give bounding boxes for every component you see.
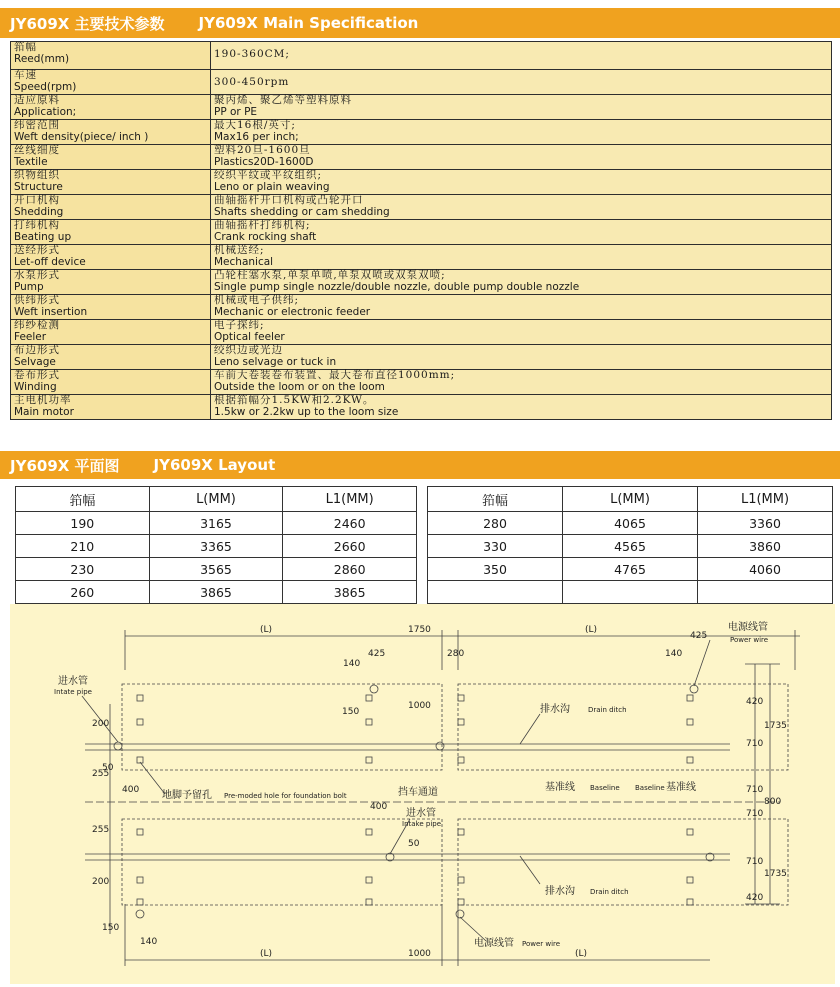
spec-table: [10, 41, 832, 420]
layout-cell: 4765: [563, 558, 698, 581]
spec-label-cell: [11, 145, 211, 170]
spec-label-cell: [11, 395, 211, 420]
layout-table-left: [15, 486, 417, 604]
dim-150-bottom: 150: [102, 923, 120, 933]
spec-header-zh: JY609X 主要技术参数: [10, 14, 165, 33]
spec-row: [11, 120, 832, 145]
spec-value-cell: [211, 42, 832, 70]
spec-label-en: Selvage: [14, 356, 56, 368]
layout-row: [16, 535, 417, 558]
spec-label-zh: 纬密范围: [14, 119, 60, 131]
spec-label-en: Feeler: [14, 331, 47, 343]
dim-420-bottom: 420: [746, 893, 764, 903]
layout-row: [428, 512, 833, 535]
dim-400-left: 400: [122, 785, 140, 795]
dim-50-left: 50: [102, 763, 114, 773]
dim-255-bottom: 255: [92, 825, 110, 835]
layout-header-band: [0, 451, 840, 479]
layout-cell: 2660: [283, 535, 417, 558]
dim-425-left: 425: [368, 649, 386, 659]
spec-row: [11, 145, 832, 170]
spec-value-en: Leno or plain weaving: [214, 181, 330, 193]
foundation-hole-label-zh: 地脚予留孔: [162, 790, 212, 801]
layout-row: [16, 512, 417, 535]
spec-label-zh: 车速: [14, 69, 37, 81]
drain-ditch-label-top-en: Drain ditch: [588, 706, 627, 714]
spec-value-cell: [211, 270, 832, 295]
layout-header-cell: L1(MM): [698, 487, 833, 512]
spec-label-en: Structure: [14, 181, 63, 193]
layout-cell: 230: [16, 558, 150, 581]
layout-cell: 280: [428, 512, 563, 535]
layout-cell: [563, 581, 698, 604]
layout-header-zh: JY609X 平面图: [10, 456, 120, 475]
spec-label-en: Application;: [14, 106, 77, 118]
layout-cell: 3360: [698, 512, 833, 535]
spec-label-en: Weft density(piece/ inch ): [14, 131, 149, 143]
spec-value-en: Mechanic or electronic feeder: [214, 306, 371, 318]
dim-710-mid2: 710: [746, 809, 764, 819]
layout-header-cell: 筘幅: [16, 487, 150, 512]
dim-200-bottom: 200: [92, 877, 110, 887]
dim-710-top: 710: [746, 739, 764, 749]
spec-value-zh: 根据筘幅分1.5KW和2.2KW。: [214, 394, 375, 406]
spec-header-band: [0, 8, 840, 38]
spec-row: [11, 320, 832, 345]
dim-l-top-left: (L): [260, 625, 273, 635]
spec-label-en: Textile: [14, 156, 48, 168]
spec-value-zh: 机械或电子供纬;: [214, 294, 300, 306]
spec-label-cell: [11, 170, 211, 195]
spec-value-en: Shafts shedding or cam shedding: [214, 206, 390, 218]
dim-800: 800: [764, 797, 782, 807]
layout-cell: 2460: [283, 512, 417, 535]
spec-label-cell: [11, 195, 211, 220]
layout-cell: 3865: [149, 581, 283, 604]
layout-row: [428, 558, 833, 581]
spec-value-cell: [211, 70, 832, 95]
power-wire-label-bottom-zh: 电源线管: [474, 938, 514, 949]
spec-row: [11, 195, 832, 220]
spec-row: [11, 170, 832, 195]
spec-label-cell: [11, 70, 211, 95]
dim-1735-bottom: 1735: [764, 869, 787, 879]
spec-label-en: Pump: [14, 281, 44, 293]
dim-1000-top: 1000: [408, 701, 431, 711]
spec-label-en: Let-off device: [14, 256, 86, 268]
spec-label-en: Speed(rpm): [14, 81, 77, 93]
spec-label-zh: 供纬形式: [14, 294, 60, 306]
dim-420-top: 420: [746, 697, 764, 707]
spec-value-zh: 曲轴摇杆打纬机构;: [214, 219, 311, 231]
dim-150-top: 150: [342, 707, 360, 717]
spec-label-zh: 丝线细度: [14, 144, 60, 156]
spec-value-cell: [211, 195, 832, 220]
layout-cell: 3365: [149, 535, 283, 558]
power-wire-label-bottom-en: Power wire: [522, 940, 561, 948]
floor-plan-svg: [10, 604, 835, 984]
spec-value-en: Single pump single nozzle/double nozzle, double pump double nozzle: [214, 281, 580, 293]
spec-row: [11, 345, 832, 370]
spec-value-zh: 车前大卷装卷布装置、最大卷布直径1000mm;: [214, 369, 456, 381]
spec-header-en: JY609X Main Specification: [198, 14, 419, 32]
foundation-hole-label-en: Pre-moded hole for foundation bolt: [224, 792, 347, 800]
power-wire-label-top-en: Power wire: [730, 636, 769, 644]
spec-value-zh: 电子探纬;: [214, 319, 265, 331]
spec-value-cell: [211, 370, 832, 395]
spec-value-zh: 凸轮柱塞水泵,单泵单喷,单泵双喷或双泵双喷;: [214, 269, 446, 281]
spec-value-zh: 190-360CM;: [214, 48, 290, 60]
dim-280: 280: [447, 649, 465, 659]
layout-cell: 3565: [149, 558, 283, 581]
spec-value-en: Plastics20D-1600D: [214, 156, 314, 168]
dim-710-mid1: 710: [746, 785, 764, 795]
dim-200-top: 200: [92, 719, 110, 729]
layout-row: [428, 581, 833, 604]
layout-cell: 260: [16, 581, 150, 604]
spec-value-zh: 机械送经;: [214, 244, 265, 256]
spec-value-en: Optical feeler: [214, 331, 285, 343]
spec-row: [11, 95, 832, 120]
spec-value-cell: [211, 95, 832, 120]
spec-label-zh: 水泵形式: [14, 269, 60, 281]
layout-cell: 210: [16, 535, 150, 558]
spec-value-zh: 300-450rpm: [214, 76, 290, 88]
spec-label-zh: 纬纱检测: [14, 319, 60, 331]
spec-value-cell: [211, 345, 832, 370]
spec-label-cell: [11, 120, 211, 145]
spec-value-en: Max16 per inch;: [214, 131, 299, 143]
spec-row: [11, 70, 832, 95]
layout-cell: 3165: [149, 512, 283, 535]
layout-header-cell: L1(MM): [283, 487, 417, 512]
baseline-label-right-en: Baseline: [635, 784, 665, 792]
spec-value-zh: 曲轴摇杆开口机构或凸轮开口: [214, 194, 364, 206]
spec-label-en: Beating up: [14, 231, 72, 243]
drain-ditch-label-bottom-en: Drain ditch: [590, 888, 629, 896]
layout-cell: 4565: [563, 535, 698, 558]
dim-1000-bottom: 1000: [408, 949, 431, 959]
layout-cell: 4065: [563, 512, 698, 535]
spec-label-cell: [11, 345, 211, 370]
dim-140-top: 140: [343, 659, 361, 669]
dim-l-bottom-left: (L): [260, 949, 273, 959]
layout-cell: [698, 581, 833, 604]
spec-row: [11, 42, 832, 70]
spec-value-zh: 聚丙烯、聚乙烯等塑料原料: [214, 94, 352, 106]
power-wire-label-top-zh: 电源线管: [728, 622, 768, 633]
spec-value-en: Crank rocking shaft: [214, 231, 317, 243]
spec-row: [11, 245, 832, 270]
spec-label-cell: [11, 245, 211, 270]
baseline-label-right-zh: 基准线: [666, 782, 696, 793]
spec-value-cell: [211, 145, 832, 170]
dim-140-bottom: 140: [140, 937, 158, 947]
layout-cell: 190: [16, 512, 150, 535]
spec-value-cell: [211, 170, 832, 195]
layout-cell: 4060: [698, 558, 833, 581]
layout-header-row: [428, 487, 833, 512]
spec-value-zh: 绞织平纹或平纹组织;: [214, 169, 323, 181]
baseline-label-left-zh: 基准线: [545, 782, 575, 793]
spec-label-cell: [11, 42, 211, 70]
spec-row: [11, 295, 832, 320]
spec-row: [11, 220, 832, 245]
spec-label-cell: [11, 270, 211, 295]
spec-value-cell: [211, 220, 832, 245]
spec-value-cell: [211, 320, 832, 345]
dim-255-top: 255: [92, 769, 110, 779]
baseline-label-left-en: Baseline: [590, 784, 620, 792]
dim-1750: 1750: [408, 625, 431, 635]
spec-value-zh: 绞织边或光边: [214, 344, 283, 356]
spec-label-cell: [11, 220, 211, 245]
layout-table-right: [427, 486, 833, 604]
spec-value-cell: [211, 245, 832, 270]
spec-label-zh: 卷布形式: [14, 369, 60, 381]
layout-header-cell: L(MM): [149, 487, 283, 512]
dim-1735-top: 1735: [764, 721, 787, 731]
dim-710-bottom: 710: [746, 857, 764, 867]
spec-value-en: Outside the loom or on the loom: [214, 381, 385, 393]
spec-value-en: 1.5kw or 2.2kw up to the loom size: [214, 406, 399, 418]
passage-label: 挡车通道: [398, 787, 438, 798]
dim-50-mid: 50: [408, 839, 420, 849]
spec-label-zh: 送经形式: [14, 244, 60, 256]
inlet-pipe-label-zh: 进水管: [58, 676, 88, 687]
layout-row: [428, 535, 833, 558]
drain-ditch-label-bottom-zh: 排水沟: [545, 886, 575, 897]
dim-425-right: 425: [690, 631, 708, 641]
spec-label-zh: 主电机功率: [14, 394, 72, 406]
layout-cell: 350: [428, 558, 563, 581]
layout-header-cell: L(MM): [563, 487, 698, 512]
dim-400-mid: 400: [370, 802, 388, 812]
spec-value-zh: 塑料20旦-1600旦: [214, 144, 311, 156]
spec-label-zh: 适应原料: [14, 94, 60, 106]
spec-value-cell: [211, 395, 832, 420]
dim-l-top-right: (L): [585, 625, 598, 635]
layout-header-en: JY609X Layout: [153, 456, 276, 474]
spec-label-en: Weft insertion: [14, 306, 88, 318]
spec-label-en: Shedding: [14, 206, 64, 218]
spec-label-zh: 布边形式: [14, 344, 60, 356]
spec-label-en: Main motor: [14, 406, 74, 418]
spec-row: [11, 270, 832, 295]
layout-header-row: [16, 487, 417, 512]
dim-l-bottom-right: (L): [575, 949, 588, 959]
spec-row: [11, 370, 832, 395]
spec-row: [11, 395, 832, 420]
spec-label-zh: 织物组织: [14, 169, 60, 181]
spec-label-cell: [11, 95, 211, 120]
spec-label-cell: [11, 295, 211, 320]
drain-ditch-label-top-zh: 排水沟: [540, 704, 570, 715]
dim-140-right: 140: [665, 649, 683, 659]
spec-value-cell: [211, 120, 832, 145]
spec-value-cell: [211, 295, 832, 320]
layout-cell: 330: [428, 535, 563, 558]
intake-pipe-label-en: Intake pipe: [402, 820, 442, 828]
spec-label-cell: [11, 370, 211, 395]
spec-value-en: Mechanical: [214, 256, 274, 268]
layout-cell: 3865: [283, 581, 417, 604]
layout-cell: 3860: [698, 535, 833, 558]
spec-value-en: Leno selvage or tuck in: [214, 356, 337, 368]
spec-value-zh: 最大16根/英寸;: [214, 119, 296, 131]
spec-label-en: Winding: [14, 381, 57, 393]
spec-label-cell: [11, 320, 211, 345]
spec-label-zh: 开口机构: [14, 194, 60, 206]
layout-cell: 2860: [283, 558, 417, 581]
spec-value-en: PP or PE: [214, 106, 258, 118]
layout-header-cell: 筘幅: [428, 487, 563, 512]
spec-label-en: Reed(mm): [14, 53, 70, 65]
layout-row: [16, 558, 417, 581]
layout-cell: [428, 581, 563, 604]
layout-row: [16, 581, 417, 604]
inlet-pipe-label-en: Intate pipe: [54, 688, 92, 696]
spec-label-zh: 筘幅: [14, 41, 37, 53]
floor-plan-drawing: [10, 604, 835, 984]
intake-pipe-label-zh: 进水管: [406, 808, 436, 819]
spec-label-zh: 打纬机构: [14, 219, 60, 231]
